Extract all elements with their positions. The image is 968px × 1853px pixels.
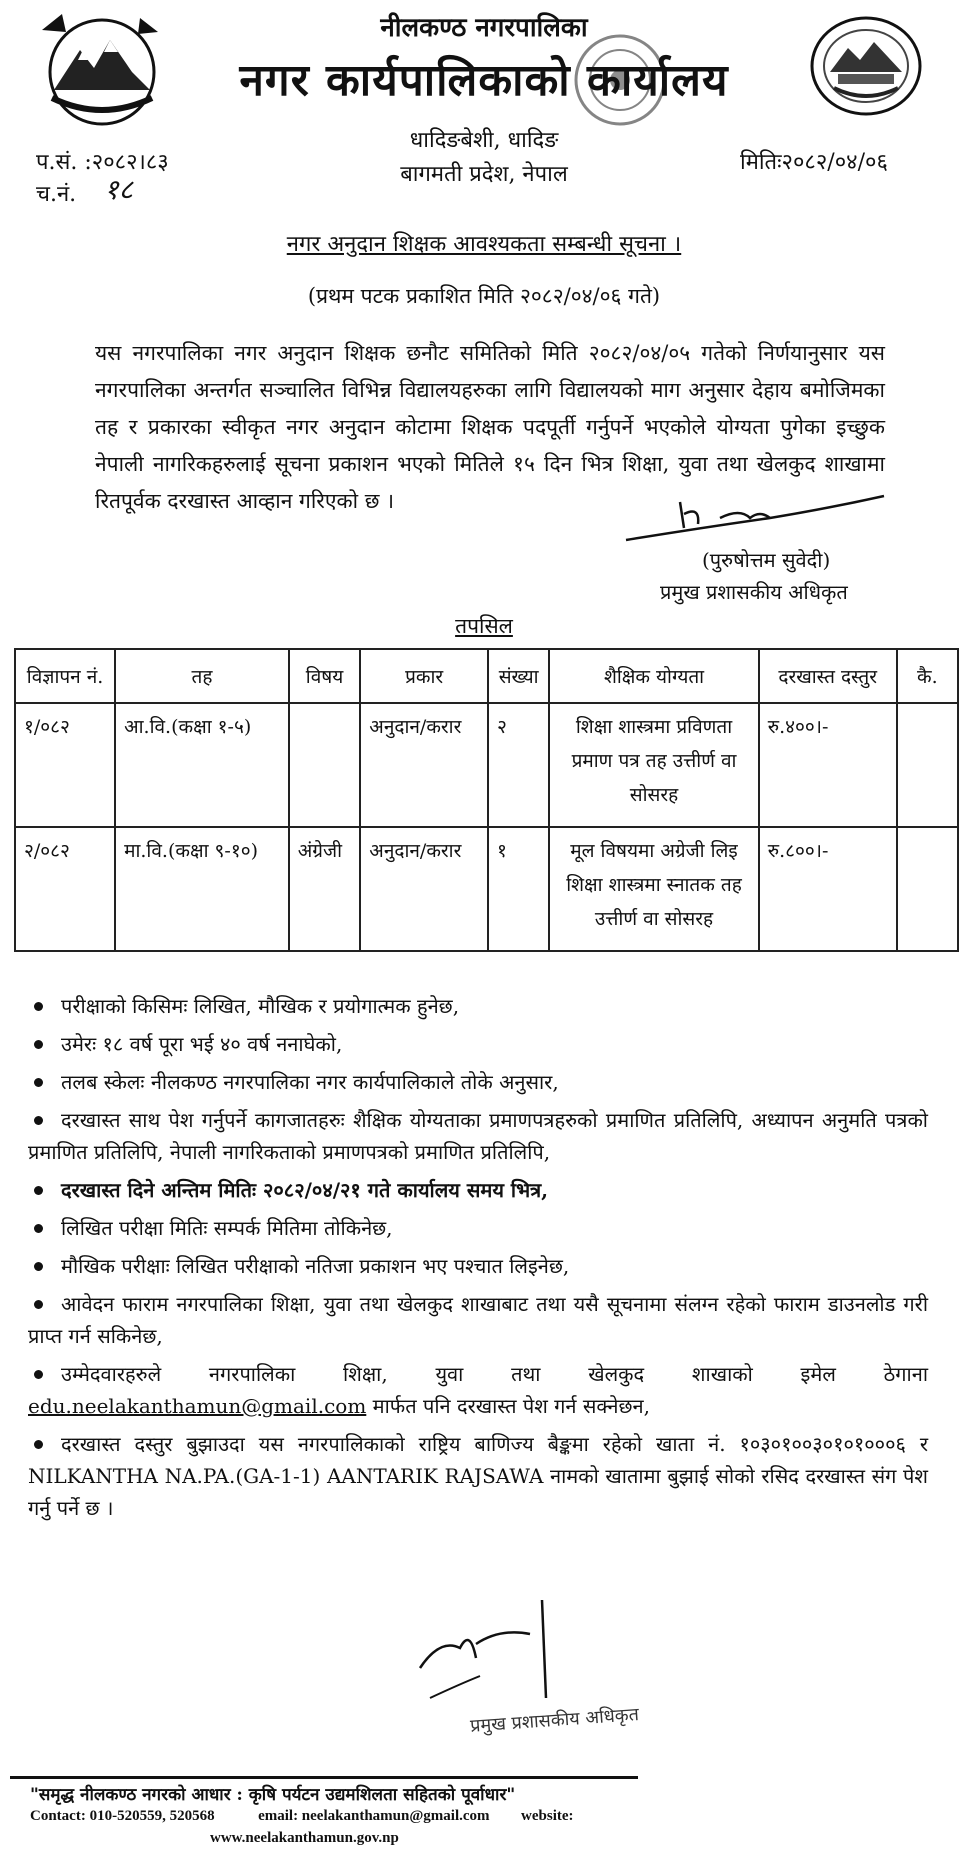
table-caption: तपसिल [455, 614, 513, 638]
header-subject: विषय [289, 649, 361, 703]
list-item-text: परीक्षाको किसिमः लिखित, मौखिक र प्रयोगात्मक हुनेछ, [61, 994, 460, 1018]
website-label: website: [521, 1808, 574, 1824]
header-fee: दरखास्त दस्तुर [759, 649, 897, 703]
cell-ad-no: १/०८२ [15, 703, 115, 827]
footer-slogan: "समृद्ध नीलकण्ठ नगरको आधार : कृषि पर्यटन उद्यमशिलता सहितको पूर्वाधार" [30, 1785, 516, 1805]
list-item [28, 1288, 928, 1352]
cell-level: मा.वि.(कक्षा ९-१०) [115, 827, 289, 951]
list-item-text: आवेदन फाराम नगरपालिका शिक्षा, युवा तथा खेलकुद शाखाबाट तथा यसै सूचनामा संलग्न रहेको फाराम डाउनलोड गरी प्राप्त गर्न सकिनेछ, [28, 1292, 928, 1348]
footer-divider [10, 1776, 638, 1779]
header-type: प्रकार [360, 649, 488, 703]
cell-fee: रु.८००।- [759, 827, 897, 951]
list-item [28, 1066, 928, 1098]
cell-count: २ [488, 703, 549, 827]
bullet-icon [34, 1440, 43, 1449]
list-item-text: दरखास्त साथ पेश गर्नुपर्ने कागजातहरुः शैक्षिक योग्यताका प्रमाणपत्रहरुको प्रमाणित प्रतिलिपि, अध्यापन अनुमति पत्रको प्रमाणित प्रतिलिपि, नेपाली नागरिकताको प्रमाणपत्रको प्रमाणित प्रतिलिपि, [28, 1108, 928, 1164]
notice-body: यस नगरपालिका नगर अनुदान शिक्षक छनौट समितिको मिति २०८२/०४/०५ गतेको निर्णयानुसार यस नगरपालिका अन्तर्गत सञ्चालित विभिन्न विद्यालयहरुका लागि विद्यालयको माग अनुसार देहाय बमोजिमका तह र प्रकारका स्वीकृत नगर अनुदान कोटामा शिक्षक पदपूर्ती गर्नुपर्ने भएकोले योग्यता पुगेका इच्छुक नेपाली नागरिकहरुलाई सूचना प्रकाशन भएको मितिले १५ दिन भित्र शिक्षा, युवा तथा खेलकुद शाखामा रितपूर्वक दरखास्त आव्हान गरिएको छ । [95, 341, 885, 513]
header-level: तह [115, 649, 289, 703]
footer-contact [30, 1808, 850, 1825]
cell-qualification: मूल विषयमा अग्रेजी लिइ शिक्षा शास्त्रमा स्नातक तह उत्तीर्ण वा सोसरह [549, 827, 758, 951]
list-item [28, 1104, 928, 1168]
bullet-icon [34, 1116, 43, 1125]
list-item-text: उम्मेदवारहरुले नगरपालिका शिक्षा, युवा तथा खेलकुद शाखाको इमेल ठेगाना [61, 1362, 928, 1386]
header-remarks: कै. [897, 649, 958, 703]
list-item [28, 1028, 928, 1060]
cell-type: अनुदान/करार [360, 827, 488, 951]
cell-type: अनुदान/करार [360, 703, 488, 827]
list-item-text: दरखास्त दस्तुर बुझाउदा यस नगरपालिकाको राष्ट्रिय बाणिज्य बैङ्कमा रहेको खाता नं. १०३०१००३०१०१०००६ र NILKANTHA NA.PA.(GA-1-1) AANTARIK RAJSAWA नामको खातामा बुझाई सोको रसिद दरखास्त संग पेश गर्नु पर्ने छ । [28, 1432, 928, 1520]
bullet-icon [34, 1078, 43, 1087]
bullet-icon [34, 1186, 43, 1195]
header-count: संख्या [488, 649, 549, 703]
contact-email[interactable]: email: neelakanthamun@gmail.com [258, 1808, 490, 1824]
cell-fee: रु.४००।- [759, 703, 897, 827]
table-header-row [15, 649, 958, 703]
list-item [28, 1212, 928, 1244]
bullet-icon [34, 1370, 43, 1379]
publication-date: (प्रथम पटक प्रकाशित मिति २०८२/०४/०६ गते) [307, 284, 661, 308]
header-ad-no: विज्ञापन नं. [15, 649, 115, 703]
list-item-text: उमेरः १८ वर्ष पूरा भई ४० वर्ष ननाघेको, [61, 1032, 343, 1056]
bullet-icon [34, 1002, 43, 1011]
table-row [15, 703, 958, 827]
header-qualification: शैक्षिक योग्यता [549, 649, 758, 703]
bullet-icon [34, 1300, 43, 1309]
bullet-icon [34, 1262, 43, 1271]
closing-signatory-title: प्रमुख प्रशासकीय अधिकृत [469, 1704, 640, 1737]
cell-level: आ.वि.(कक्षा १-५) [115, 703, 289, 827]
office-province: बागमती प्रदेश, नेपाल [400, 162, 568, 187]
office-name: नगर कार्यपालिकाको कार्यालय [239, 55, 729, 106]
cell-subject [289, 703, 361, 827]
cell-subject: अंग्रेजी [289, 827, 361, 951]
list-item-text: दरखास्त दिने अन्तिम मितिः २०८२/०४/२१ गते कार्यालय समय भित्र, [61, 1178, 549, 1202]
office-location: धादिङबेशी, धादिङ [409, 128, 559, 153]
cell-remarks [897, 827, 958, 951]
signature [620, 488, 890, 548]
cell-ad-no: २/०८२ [15, 827, 115, 951]
table-row [15, 827, 958, 951]
list-item [28, 1358, 928, 1422]
municipality-name: नीलकण्ठ नगरपालिका [380, 13, 588, 43]
list-item [28, 1428, 928, 1524]
list-item-text: मार्फत पनि दरखास्त पेश गर्न सक्नेछन, [372, 1394, 650, 1418]
cell-qualification: शिक्षा शास्त्रमा प्रविणता प्रमाण पत्र तह उत्तीर्ण वा सोसरह [549, 703, 758, 827]
signatory-title: प्रमुख प्रशासकीय अधिकृत [660, 580, 848, 604]
list-item [28, 1174, 928, 1206]
dispatch-label: च.नं. [36, 182, 77, 207]
conditions-list [28, 990, 928, 1530]
reference-number: प.सं. :२०८२।८३ [36, 150, 169, 175]
list-item [28, 990, 928, 1022]
cell-count: १ [488, 827, 549, 951]
notice-title: नगर अनुदान शिक्षक आवश्यकता सम्बन्धी सूचना । [286, 232, 682, 257]
list-item-text: मौखिक परीक्षाः लिखित परीक्षाको नतिजा प्रकाशन भए पश्चात लिइनेछ, [61, 1254, 570, 1278]
contact-phone: Contact: 010-520559, 520568 [30, 1808, 215, 1824]
list-item [28, 1250, 928, 1282]
bullet-icon [34, 1224, 43, 1233]
notice-date: मितिः२०८२/०४/०६ [740, 150, 888, 175]
cell-remarks [897, 703, 958, 827]
dispatch-number: १८ [104, 173, 134, 206]
vacancy-table [14, 648, 959, 952]
email-link[interactable]: edu.neelakanthamun@gmail.com [28, 1394, 367, 1418]
website-link[interactable]: www.neelakanthamun.gov.np [210, 1830, 399, 1846]
list-item-text: तलब स्केलः नीलकण्ठ नगरपालिका नगर कार्यपालिकाले तोके अनुसार, [61, 1070, 559, 1094]
closing-signature [410, 1598, 580, 1708]
bullet-icon [34, 1040, 43, 1049]
signatory-name: (पुरुषोत्तम सुवेदी) [702, 548, 831, 572]
list-item-text: लिखित परीक्षा मितिः सम्पर्क मितिमा तोकिनेछ, [61, 1216, 393, 1240]
